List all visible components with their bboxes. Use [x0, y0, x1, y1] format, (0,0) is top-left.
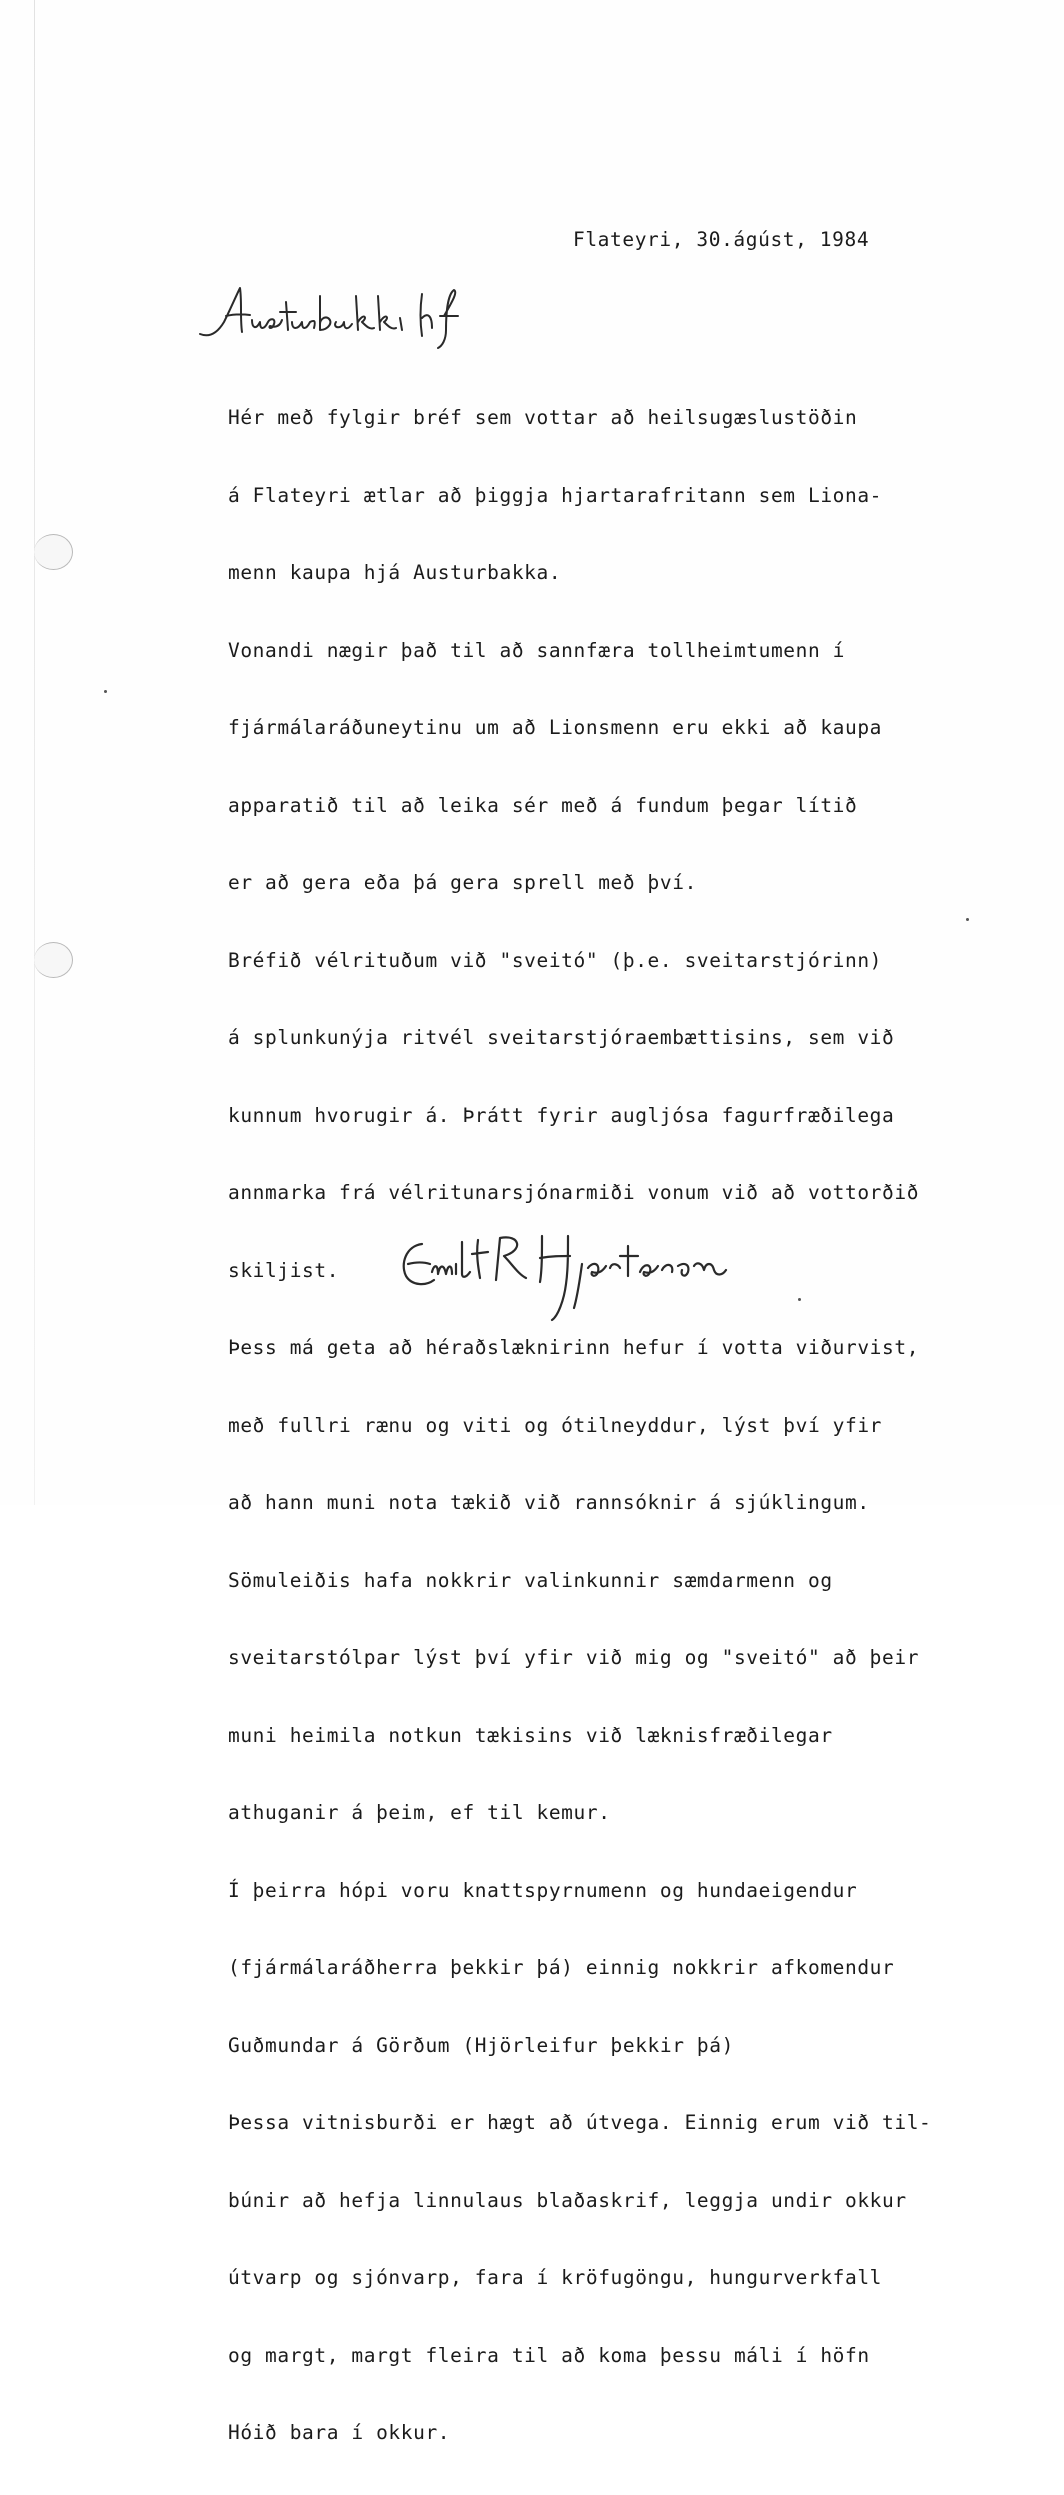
letter-line: sveitarstólpar lýst því yfir við mig og "sveitó" að þeir: [228, 1646, 920, 1669]
handwritten-salutation: [196, 282, 476, 352]
letter-line: Bréfið vélrituðum við "sveitó" (þ.e. sveitarstjórinn): [228, 948, 883, 972]
letter-line: annmarka frá vélritunarsjónarmiði vonum við að vottorðið: [228, 1181, 920, 1204]
letter-line: Sömuleiðis hafa nokkrir valinkunnir sæmdarmenn og: [228, 1568, 833, 1592]
paper-speck: [966, 918, 969, 921]
letter-line: Þessa vitnisburði er hægt að útvega. Einnig erum við til-: [228, 2111, 932, 2134]
letter-line: á splunkunýja ritvél sveitarstjóraembættisins, sem við: [228, 1026, 895, 1049]
letter-line: á Flateyri ætlar að þiggja hjartarafritann sem Liona-: [228, 483, 883, 507]
letter-line: (fjármálaráðherra þekkir þá) einnig nokkrir afkomendur: [228, 1956, 895, 1979]
letter-line: Í þeirra hópi voru knattspyrnumenn og hundaeigendur: [228, 1878, 858, 1902]
letter-line: Hér með fylgir bréf sem vottar að heilsugæslustöðin: [228, 406, 858, 429]
letter-line: og margt, margt fleira til að koma þessu máli í höfn: [228, 2343, 870, 2367]
letter-line: athuganir á þeim, ef til kemur.: [228, 1801, 611, 1824]
letter-line: muni heimila notkun tækisins við læknisfræðilegar: [228, 1723, 833, 1747]
letter-line: fjármálaráðuneytinu um að Lionsmenn eru ekki að kaupa: [228, 716, 883, 739]
letter-line: búnir að hefja linnulaus blaðaskrif, leggja undir okkur: [228, 2188, 907, 2212]
paper-fold-line: [34, 0, 35, 1505]
letter-line: útvarp og sjónvarp, fara í kröfugöngu, hungurverkfall: [228, 2266, 883, 2289]
letter-line: er að gera eða þá gera sprell með því.: [228, 871, 697, 894]
letter-line: Þess má geta að héraðslæknirinn hefur í votta viðurvist,: [228, 1336, 920, 1359]
letter-line: kunnum hvorugir á. Þrátt fyrir augljósa fagurfræðilega: [228, 1103, 895, 1127]
letter-line: apparatið til að leika sér með á fundum þegar lítið: [228, 793, 858, 817]
handwritten-signature: [392, 1224, 732, 1324]
paper-speck: [798, 1298, 801, 1301]
letter-line: með fullri rænu og viti og ótilneyddur, lýst því yfir: [228, 1413, 883, 1437]
letter-date: Flateyri, 30.ágúst, 1984: [573, 228, 870, 251]
letter-line: Vonandi nægir það til að sannfæra tollheimtumenn í: [228, 638, 845, 662]
punch-hole-top: [34, 534, 73, 570]
letter-line: að hann muni nota tækið við rannsóknir á sjúklingum.: [228, 1491, 870, 1514]
punch-hole-bottom: [34, 942, 73, 978]
letter-line: menn kaupa hjá Austurbakka.: [228, 561, 562, 584]
paper-speck: [104, 690, 107, 693]
letter-line: skiljist.: [228, 1258, 340, 1282]
letter-line: Hóið bara í okkur.: [228, 2421, 451, 2444]
letter-line: Guðmundar á Görðum (Hjörleifur þekkir þá): [228, 2033, 734, 2057]
letter-body: [228, 356, 931, 2495]
